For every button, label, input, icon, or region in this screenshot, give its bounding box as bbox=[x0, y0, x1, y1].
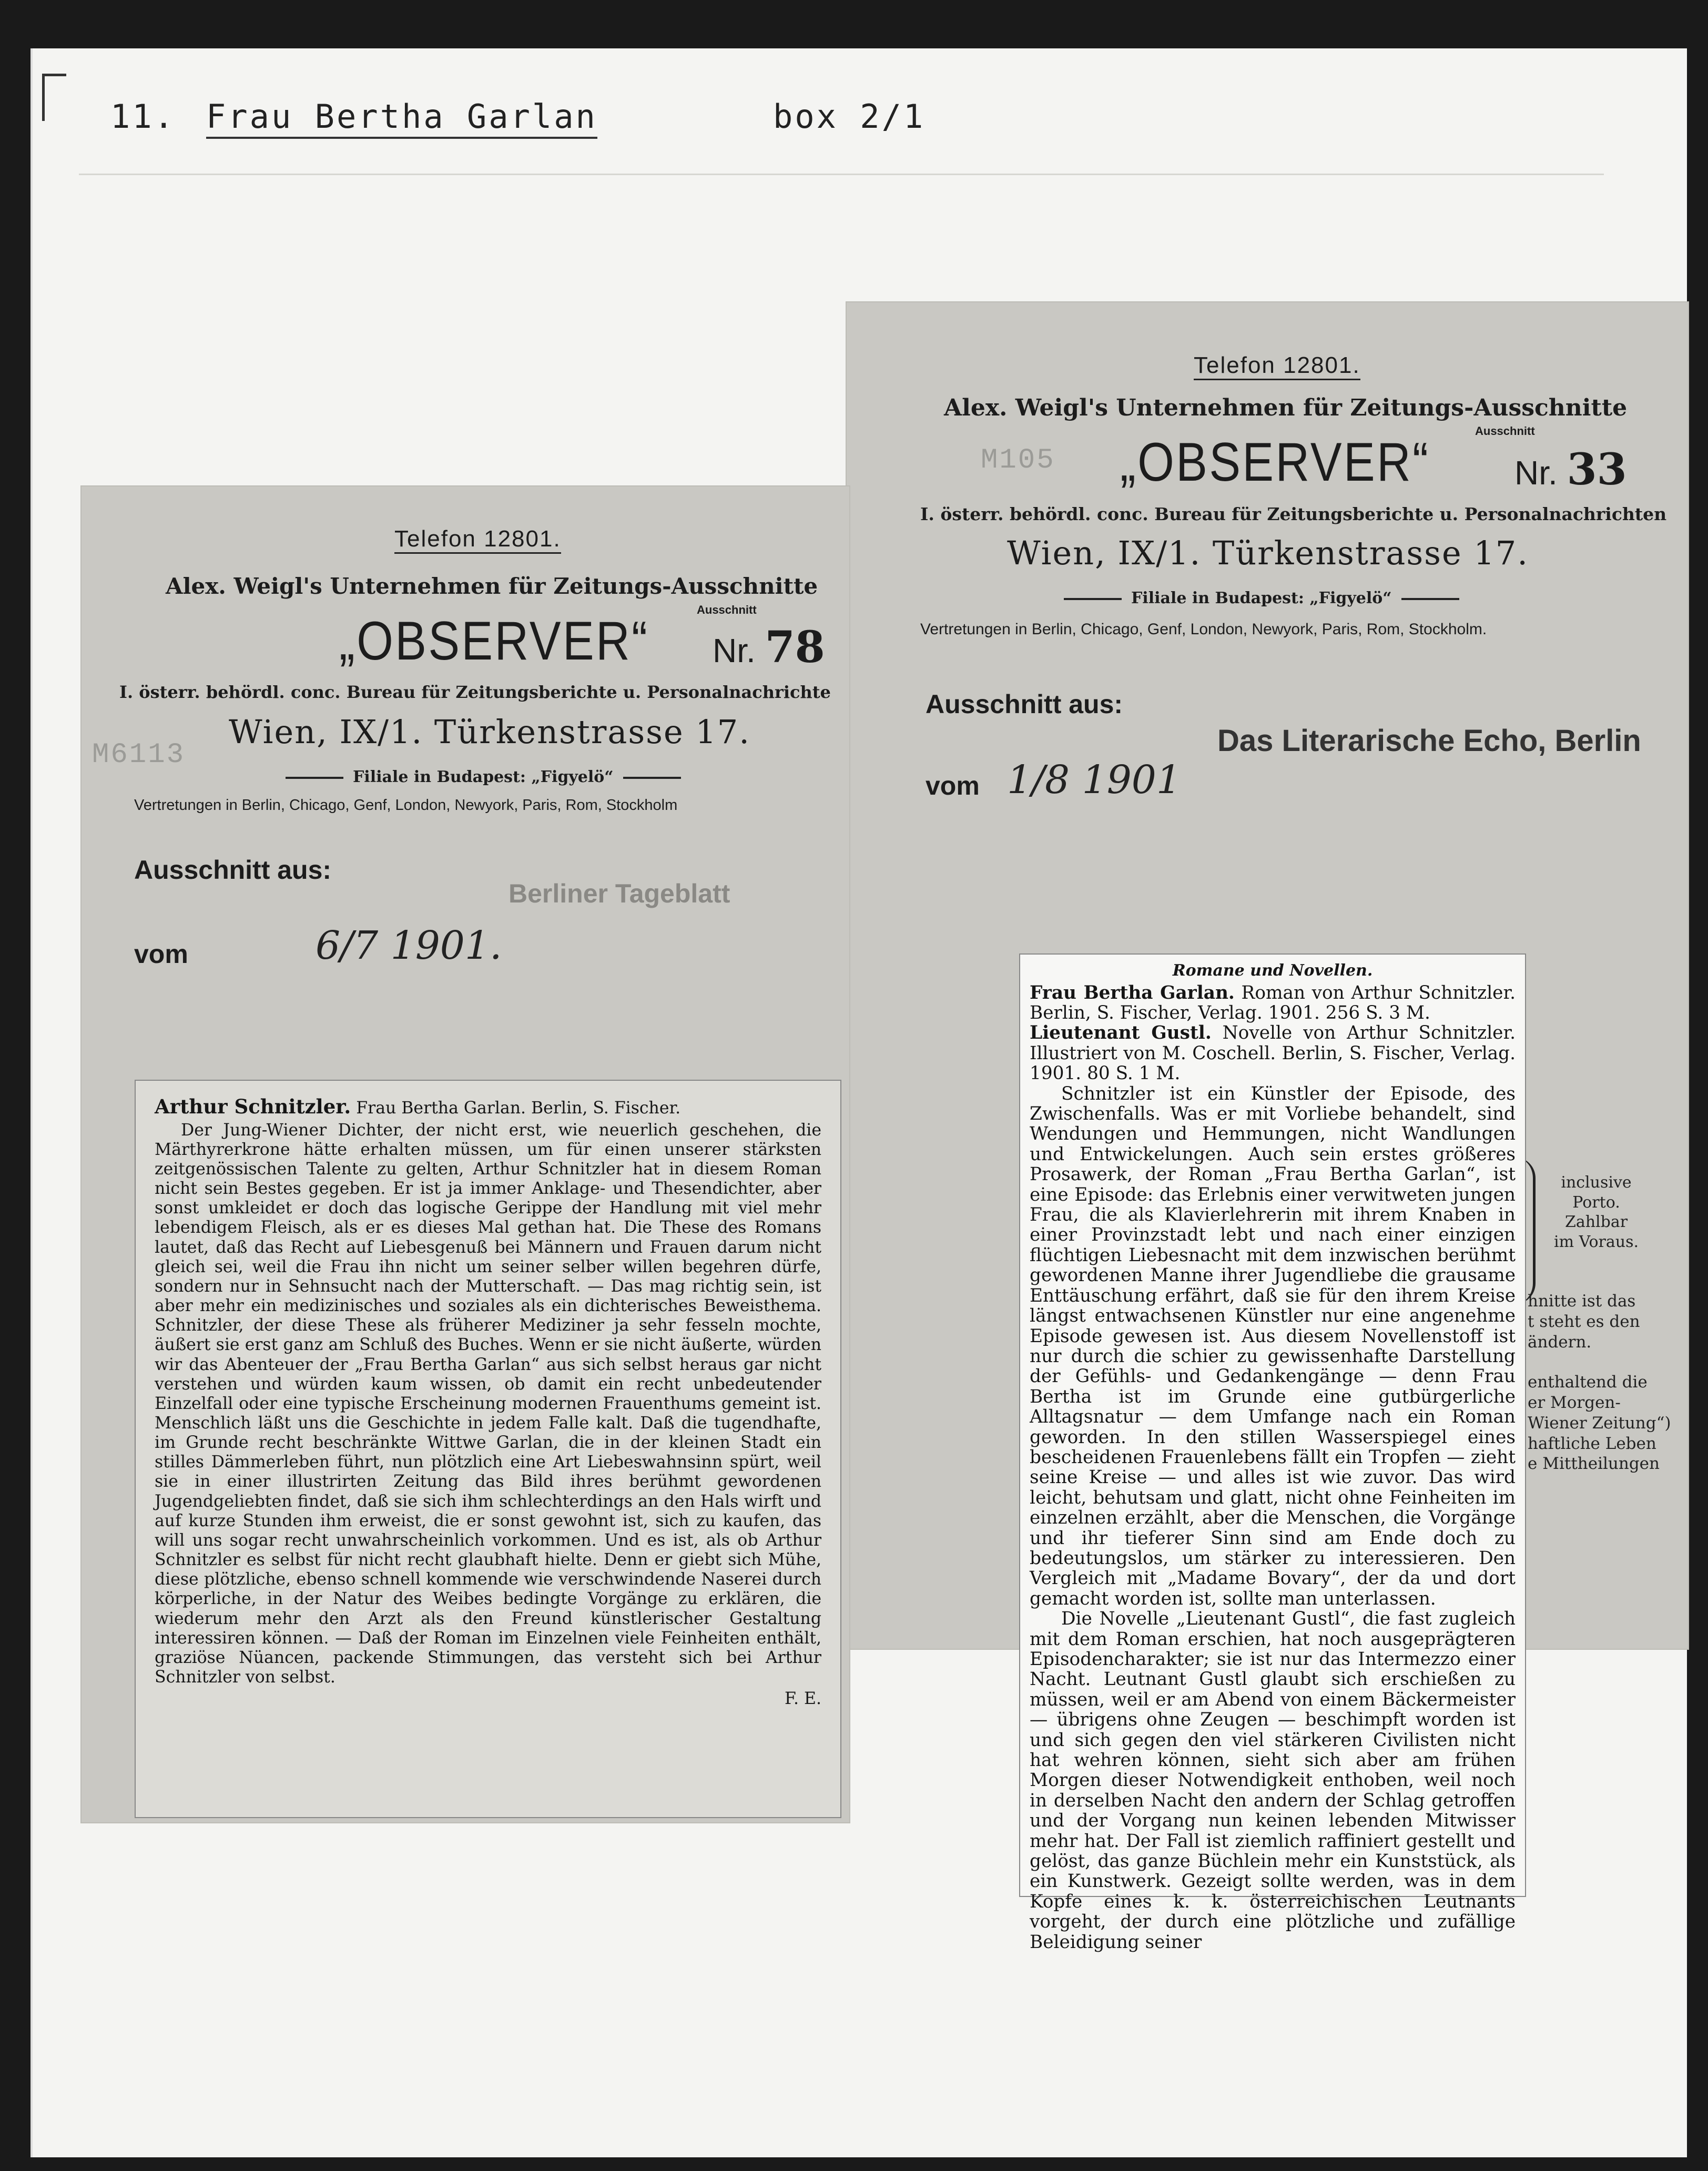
book-entry bbox=[1030, 1023, 1516, 1083]
slip-representations: Vertretungen in Berlin, Chicago, Genf, London, Newyork, Paris, Rom, Stockholm. bbox=[920, 621, 1487, 638]
book-title: Lieutenant Gustl. bbox=[1030, 1022, 1212, 1044]
newspaper-clipping-left bbox=[136, 1081, 840, 1817]
column-title: Romane und Novellen. bbox=[1172, 961, 1373, 980]
slip-address: Wien, IX/1. Türkenstrasse 17. bbox=[1007, 534, 1529, 572]
slip-company: Alex. Weigl's Unternehmen für Zeitungs-Ausschnitte bbox=[166, 573, 818, 599]
terms-line: Wiener Zeitung“) bbox=[1528, 1413, 1671, 1433]
item-number: 11. bbox=[110, 97, 176, 136]
slip-company: Alex. Weigl's Unternehmen für Zeitungs-Ausschnitte bbox=[944, 394, 1628, 421]
slip-observer-logo: „OBSERVER“ bbox=[339, 611, 649, 672]
terms-line: t steht es den bbox=[1528, 1312, 1640, 1331]
terms-line: hnitte ist das bbox=[1528, 1292, 1636, 1311]
box-label: box 2/1 bbox=[773, 97, 926, 136]
slip-stamp-number: M6113 bbox=[92, 739, 186, 771]
slip-vom: vom bbox=[134, 939, 188, 969]
slip-nr bbox=[1514, 444, 1627, 495]
corner-crop-mark bbox=[42, 74, 66, 121]
clipping-citation: Frau Bertha Garlan. Berlin, S. Fischer. bbox=[356, 1099, 681, 1118]
clipping-lead bbox=[155, 1095, 821, 1119]
price-line: Zahlbar bbox=[1564, 1213, 1628, 1231]
slip-nr-value: 78 bbox=[765, 622, 825, 673]
slip-ausschnitt-aus: Ausschnitt aus: bbox=[926, 689, 1123, 719]
slip-stamp-number: M105 bbox=[981, 444, 1055, 476]
slip-ausschnitt-aus: Ausschnitt aus: bbox=[134, 855, 332, 885]
slip-source-stamp: Berliner Tageblatt bbox=[509, 879, 730, 908]
slip-representations: Vertretungen in Berlin, Chicago, Genf, London, Newyork, Paris, Rom, Stockholm bbox=[134, 797, 678, 814]
slip-filiale-text: Filiale in Budapest: „Figyelö“ bbox=[1131, 589, 1392, 607]
terms-line: e Mittheilungen bbox=[1528, 1454, 1660, 1474]
clipping-body: Der Jung-Wiener Dichter, der nicht erst, wie neuerlich geschehen, die Märthyrerkrone hätte erhalten müssen, um für einen unserer stärksten zeitgenössischen Talente zu gelten, Arthur Schnitzler hat in diesem Roman nicht sein Bestes gegeben. Er ist ja immer Anklage- und Thesendichter, aber sonst umkleidet er doch das logische Gerippe der Handlung mit viel mehr lebendigem Fleisch, als er es dieses Mal gethan hat. Die These des Romans lautet, daß das Recht auf Liebesgenuß bei Männern und Frauen darum nicht gleich sei, weil die Frau ihn nicht um seiner selber willen begehren dürfe, sondern nur in Sehnsucht nach der Mutterschaft. — Das mag richtig sein, ist aber mehr ein medizinisches und soziales als ein dichterisches Beweisthema. Schnitzler, der diese These als früherer Mediziner ja sehr fesseln mochte, äußert sie erst ganz am Schluß des Buches. Wenn er sie nicht äußerte, würden wir das Abenteuer der „Frau Bertha Garlan“ aus sich selbst heraus gar nicht verstehen und würden kaum wissen, ob damit ein recht unbedeutender Einzelfall oder eine typische Erscheinung modernen Frauenthums gemeint ist. Menschlich läßt uns die Geschichte in jedem Falle kalt. Daß die tugendhafte, im Grunde recht beschränkte Wittwe Garlan, die in der kleinen Stadt ein stilles Dämmerleben führt, nun plötzlich eine Art Liebeswahnsinn spürt, weil sie in einer illustrirten Zeitung das Bild ihres berühmt gewordenen Jugendgeliebten findet, daß sie sich ihm schlechterdings an den Hals wirft und auf kurze Stunden ihm erweist, die er sonst gewohnt ist, sich zu kaufen, das will uns sogar recht unwahrscheinlich vorkommen. Und es ist, als ob Arthur Schnitzler es selbst für nicht recht glaubhaft hielte. Denn er giebt sich Mühe, diese plötzliche, ebenso schnell kommende wie verschwindende Naserei durch körperliche, in der Natur des Weibes bedingte Vorgänge zu erklären, die wiederum mehr den Arzt als den Freund künstlerischer Gestaltung interessiren können. — Daß der Roman im Einzelnen viele Feinheiten enthält, graziöse Nüancen, packende Stimmungen, das versteht sich bei Arthur Schnitzler von selbst. bbox=[155, 1120, 821, 1687]
slip-filiale-text: Filiale in Budapest: „Figyelö“ bbox=[353, 768, 614, 786]
slip-telefon: Telefon 12801. bbox=[394, 526, 561, 554]
slip-vom: vom bbox=[926, 771, 980, 800]
price-note bbox=[1554, 1173, 1639, 1252]
terms-text bbox=[1528, 1291, 1671, 1474]
slip-bureau: I. österr. behördl. conc. Bureau für Zeitungsberichte u. Personalnachrichte bbox=[119, 682, 831, 702]
review-paragraph: Schnitzler ist ein Künstler der Episode, des Zwischenfalls. Was er mit Vorliebe behandelt, sind Wendungen und Hemmungen, nicht Wandlungen und Entwickelungen. Auch sein erstes größeres Prosawerk, der Roman „Frau Bertha Garlan“, ist eine Episode: das Erlebnis einer verwitweten jungen Frau, die als Klavierlehrerin mit ihrem Knaben in einer Provinzstadt lebt und nach einer einzigen flüchtigen Liebesnacht mit dem inzwischen berühmt gewordenen Manne ihrer Jugendliebe die grausame Enttäuschung erfährt, daß sie für den ihrem Kreise längst entwachsenen Künstler nur eine angenehme Episode gewesen ist. Aus diesem Novellenstoff ist nur durch die schier zu gewissenhafte Darstellung der Gefühls- und Gedankengänge — denn Frau Bertha ist im Grunde eine gutbürgerliche Alltagsnatur — dem Umfange nach ein Roman geworden. In den stillen Wasserspiegel eines bescheidenen Frauenlebens fällt ein Tropfen — zieht seine Kreise — und alles ist wie zuvor. Das wird leicht, behutsam und glatt, nicht ohne Feinheiten im einzelnen erzählt, aber die Menschen, die Vorgänge und ihr tieferer Sinn sind am Ende doch zu bedeutungslos, um stärker zu interessieren. Den Vergleich mit „Madame Bovary“, der da und dort gemacht worden ist, sollte man unterlassen. bbox=[1030, 1083, 1516, 1609]
heading-rule bbox=[79, 174, 1604, 175]
review-paragraph: Die Novelle „Lieutenant Gustl“, die fast zugleich mit dem Roman erschien, hat noch ausgeprägteren Episodencharakter; sie ist nur das Intermezzo einer Nacht. Leutnant Gustl glaubt sich erschießen zu müssen, weil er am Abend von einem Bäckermeister — übrigens ohne Zeugen — beschimpft worden ist und sich gegen den viel stärkeren Civilisten nicht hat wehren können, sieht sich aber am frühen Morgen dieser Notwendigkeit enthoben, weil noch in derselben Nacht den andern der Schlag getroffen und der Vorgang nun keinen lebenden Mitwisser mehr hat. Der Fall ist ziemlich raffiniert gestellt und gelöst, das ganze Büchlein mehr ein Kunststück, als ein Kunstwerk. Gezeigt sollte werden, was in dem Kopfe eines k. k. österreichischen Leutnants vorgeht, der durch eine plötzliche und zufällige Beleidigung seiner bbox=[1030, 1608, 1516, 1953]
slip-nr-label: Nr. bbox=[1514, 454, 1558, 492]
slip-source-stamp: Das Literarische Echo, Berlin bbox=[1217, 724, 1641, 758]
slip-ausschnitt-small: Ausschnitt bbox=[697, 603, 757, 616]
price-line: im Voraus. bbox=[1554, 1232, 1639, 1251]
slip-telefon: Telefon 12801. bbox=[1194, 352, 1360, 380]
terms-line: er Morgen- bbox=[1528, 1393, 1621, 1412]
slip-bureau: I. österr. behördl. conc. Bureau für Zeitungsberichte u. Personalnachrichten bbox=[920, 504, 1667, 524]
slip-filiale bbox=[276, 768, 690, 786]
book-details: Novelle von Arthur Schnitzler. Illustriert von M. Coschell. Berlin, S. Fischer, Verlag. 1901. 80 S. 1 M. bbox=[1030, 1022, 1516, 1084]
book-details: Roman von Arthur Schnitzler. Berlin, S. Fischer, Verlag. 1901. 256 S. 3 M. bbox=[1030, 982, 1516, 1023]
item-title: Frau Bertha Garlan bbox=[206, 97, 597, 139]
terms-line: haftliche Leben bbox=[1528, 1434, 1656, 1453]
slip-observer-logo: „OBSERVER“ bbox=[1120, 432, 1430, 493]
slip-nr-value: 33 bbox=[1567, 444, 1627, 495]
slip-ausschnitt-small: Ausschnitt bbox=[1475, 424, 1535, 438]
slip-nr bbox=[713, 622, 825, 673]
newspaper-clipping-right bbox=[1020, 955, 1525, 1953]
slip-address: Wien, IX/1. Türkenstrasse 17. bbox=[229, 713, 750, 751]
slip-handwritten-date: 1/8 1901 bbox=[1007, 757, 1181, 803]
slip-nr-label: Nr. bbox=[713, 632, 756, 669]
terms-line: ändern. bbox=[1528, 1332, 1592, 1352]
slip-filiale bbox=[1054, 589, 1469, 607]
slip-handwritten-date: 6/7 1901. bbox=[316, 923, 502, 968]
price-line: inclusive bbox=[1561, 1173, 1632, 1192]
terms-line: enthaltend die bbox=[1528, 1373, 1648, 1392]
book-entry bbox=[1030, 983, 1516, 1023]
clipping-author: Arthur Schnitzler. bbox=[155, 1095, 351, 1118]
book-title: Frau Bertha Garlan. bbox=[1030, 982, 1235, 1003]
clipping-signature: F. E. bbox=[785, 1689, 821, 1709]
price-line: Porto. bbox=[1572, 1193, 1620, 1212]
